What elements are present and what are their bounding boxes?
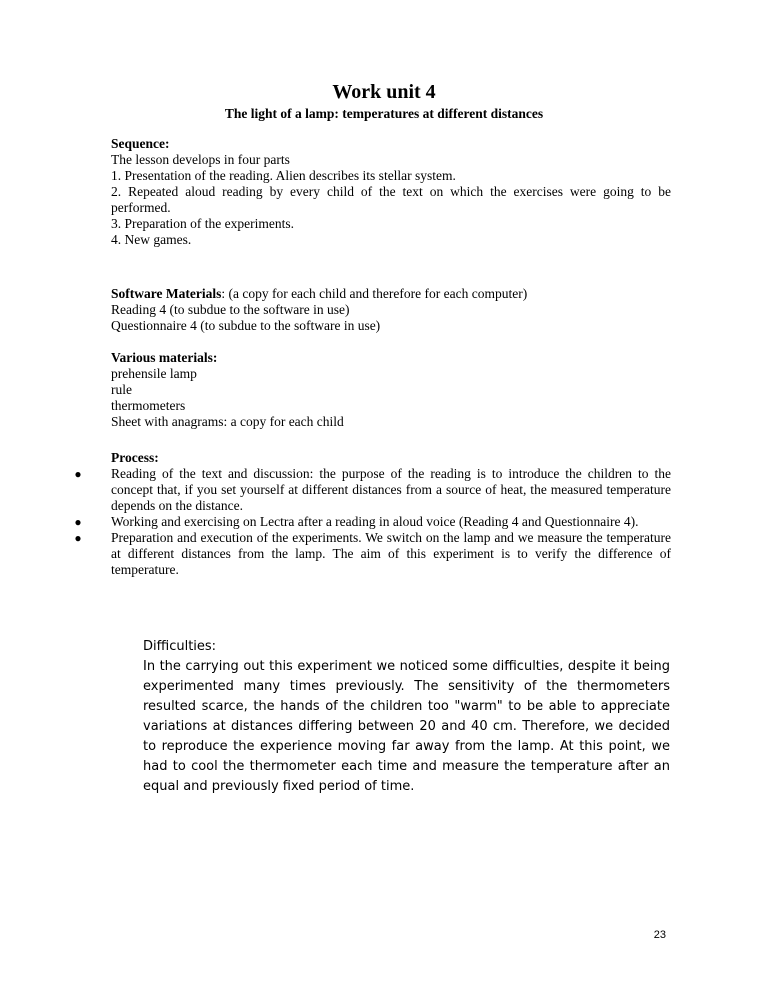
sequence-heading: Sequence: <box>111 136 170 151</box>
software-heading-line <box>111 286 671 302</box>
sequence-line: The lesson develops in four parts <box>111 152 290 167</box>
sequence-line: 3. Preparation of the experiments. <box>111 216 294 231</box>
material-item: rule <box>111 382 132 397</box>
sequence-line: 1. Presentation of the reading. Alien describes its stellar system. <box>111 168 456 183</box>
sequence-line: 4. New games. <box>111 232 192 247</box>
difficulties-text: In the carrying out this experiment we noticed some difficulties, despite it being experimented many times previously. The sensitivity of the thermometers resulted scarce, the hands of the children too "warm" to be able to appreciate variations at distances differing between 20 and 40 cm. Therefore, we decided to reproduce the experience moving far away from the lamp. At this point, we had to cool the thermometer each time and measure the temperature after an equal and previously fixed period of time. <box>143 659 670 794</box>
bullet-icon: ● <box>74 531 82 545</box>
bullet-icon: ● <box>74 467 82 481</box>
sequence-line: 2. Repeated aloud reading by every child of the text on which the exercises were going to be performed. <box>111 184 671 215</box>
process-heading: Process: <box>111 450 159 465</box>
various-heading: Various materials: <box>111 350 218 365</box>
process-item <box>74 514 671 530</box>
material-item: thermometers <box>111 398 186 413</box>
page-number: 23 <box>653 929 666 941</box>
process-item <box>74 530 671 578</box>
software-heading-note: : (a copy for each child and therefore for each computer) <box>221 286 528 301</box>
sequence-section <box>111 136 671 248</box>
process-item-text: Preparation and execution of the experiments. We switch on the lamp and we measure the temperature at different distances from the lamp. The aim of this experiment is to verify the difference of temperature. <box>111 530 671 577</box>
process-list <box>74 466 671 578</box>
process-section <box>74 450 671 578</box>
process-item-text: Reading of the text and discussion: the purpose of the reading is to introduce the children to the concept that, if you set yourself at different distances from a source of heat, the measured temperature depends on the distance. <box>111 466 671 513</box>
process-item-text: Working and exercising on Lectra after a reading in aloud voice (Reading 4 and Questionnaire 4). <box>111 514 639 529</box>
difficulties-section <box>143 637 670 797</box>
difficulties-heading: Difficulties: <box>143 639 217 654</box>
process-item <box>74 466 671 514</box>
bullet-icon: ● <box>74 515 82 529</box>
page-title: Work unit 4 <box>332 81 436 103</box>
material-item: Sheet with anagrams: a copy for each child <box>111 414 344 429</box>
software-heading: Software Materials <box>111 286 222 301</box>
material-item: prehensile lamp <box>111 366 197 381</box>
software-line: Reading 4 (to subdue to the software in use) <box>111 302 350 317</box>
software-materials-section <box>111 286 671 334</box>
various-materials-section <box>111 350 671 430</box>
page-subtitle: The light of a lamp: temperatures at different distances <box>224 106 544 121</box>
software-line: Questionnaire 4 (to subdue to the software in use) <box>111 318 381 333</box>
